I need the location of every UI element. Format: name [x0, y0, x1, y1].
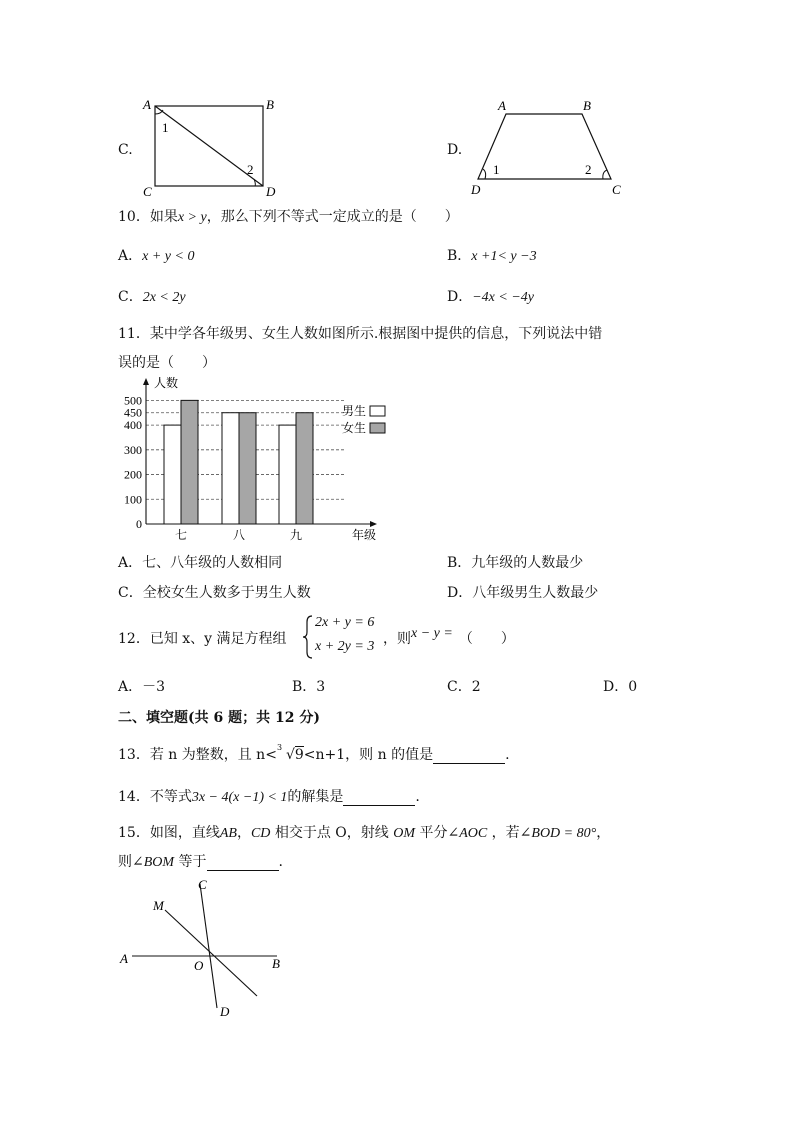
- q12-option-a-label: A．: [118, 679, 143, 695]
- q15-line2-a: 则: [118, 854, 132, 870]
- q9d-label-b: B: [583, 98, 591, 113]
- legend-swatch-女生: [370, 423, 385, 433]
- q11-stem-line2: 误的是（ ）: [118, 355, 216, 371]
- q9d-angle-1: 1: [493, 162, 500, 177]
- q9-figure-d: [465, 92, 630, 204]
- y-tick-label-100: 100: [124, 492, 142, 507]
- q10-option-c-expr: 2x < 2y: [142, 290, 186, 305]
- q9c-label-a: A: [143, 97, 151, 112]
- y-axis-label: 人数: [154, 376, 179, 390]
- q10-option-c-label: C．: [118, 289, 143, 305]
- q9-option-c-label: C.: [118, 142, 133, 158]
- q14-text-a: 14．不等式: [118, 789, 192, 805]
- q10-stem: [118, 206, 459, 226]
- q12-option-c[interactable]: [447, 676, 481, 696]
- q15-line1-c: 平分: [419, 825, 448, 841]
- q14-answer-blank[interactable]: [343, 791, 415, 806]
- q10-option-d-label: D．: [447, 289, 473, 305]
- bar-七-男生: [164, 425, 181, 524]
- q10-option-a-label: A．: [118, 248, 143, 264]
- bar-八-女生: [239, 413, 256, 524]
- q13-text-b: <n+1，则 n 的值是: [303, 747, 434, 763]
- q11-option-c[interactable]: [118, 582, 311, 602]
- y-tick-label-500: 500: [124, 393, 142, 408]
- q10-stem-b: ，那么下列不等式一定成立的是（ ）: [206, 209, 459, 225]
- q10-option-c[interactable]: [118, 286, 186, 306]
- q10-stem-a: 10．如果: [118, 209, 178, 225]
- x-tick-label-八: 八: [232, 528, 246, 542]
- q11-option-d[interactable]: [447, 582, 598, 602]
- q15-end: .: [278, 854, 283, 870]
- q9c-label-b: B: [266, 97, 274, 112]
- q15-line1: [118, 822, 610, 842]
- q12-option-b-label: B．: [292, 679, 317, 695]
- q10-option-b-expr: x +1< y −3: [471, 249, 537, 264]
- q9d-label-c: C: [612, 182, 621, 197]
- q15-line1-d: ，若: [491, 825, 520, 841]
- bar-八-男生: [222, 413, 239, 524]
- q9-option-d-label: D.: [447, 142, 463, 158]
- q15-answer-blank[interactable]: [207, 856, 279, 871]
- q13-end: .: [505, 747, 510, 763]
- q15-cd: CD: [250, 826, 271, 841]
- y-tick-label-200: 200: [124, 467, 142, 482]
- q15-label-m: M: [153, 898, 164, 913]
- q15-line2: [118, 851, 283, 871]
- q13-text-a: 13．若 n 为整数，且 n<: [118, 747, 277, 763]
- q15-om: OM: [393, 826, 416, 841]
- q12-option-d-text: 0: [628, 679, 638, 695]
- bar-七-女生: [181, 400, 198, 524]
- q11-option-a-label: A．: [118, 555, 143, 571]
- q13-cube-root: [276, 743, 304, 763]
- q15-line2-b: 等于: [178, 854, 207, 870]
- q12-option-a[interactable]: [118, 676, 165, 696]
- q12-stem-b-text: ，则: [383, 631, 411, 647]
- q15-ab: AB: [219, 826, 237, 841]
- q15-aoc: ∠AOC: [447, 826, 488, 841]
- q15-label-o: O: [194, 958, 204, 973]
- y-axis-arrow: [143, 378, 149, 385]
- q11-option-a-text: 七、八年级的人数相同: [142, 555, 283, 571]
- legend-label-男生: 男生: [341, 404, 366, 418]
- q11-option-d-text: 八年级男生人数最少: [472, 585, 599, 601]
- q11-option-b[interactable]: [447, 552, 583, 572]
- q9d-label-a: A: [498, 98, 506, 113]
- legend-swatch-男生: [370, 406, 385, 416]
- q15-bod: ∠BOD = 80°: [519, 826, 597, 841]
- q11-stem-line1: 11．某中学各年级男、女生人数如图所示.根据图中提供的信息，下列说法中错: [118, 326, 603, 342]
- q12-option-b-text: 3: [316, 679, 326, 695]
- q11-option-b-text: 九年级的人数最少: [471, 555, 584, 571]
- q10-option-a[interactable]: [118, 245, 194, 265]
- q13-root-arg: 9: [294, 747, 304, 763]
- x-axis-label: 年级: [352, 528, 377, 542]
- q15-ray-om: [165, 910, 257, 996]
- x-tick-label-七: 七: [174, 528, 188, 542]
- q13-answer-blank[interactable]: [433, 749, 505, 764]
- q12-equation-2: x + 2y = 3: [315, 639, 375, 654]
- q12-stem-c: （ ）: [458, 631, 515, 647]
- q12-option-a-text: －3: [142, 679, 166, 695]
- section-2-title: 二、填空题(共 6 题；共 12 分): [118, 710, 320, 726]
- y-tick-label-450: 450: [124, 405, 142, 420]
- q13-root-index: 3: [276, 743, 283, 752]
- q11-option-c-label: C．: [118, 585, 143, 601]
- q11-option-b-label: B．: [447, 555, 472, 571]
- q12-option-c-label: C．: [447, 679, 472, 695]
- q15-label-d: D: [220, 1004, 230, 1019]
- q12-option-c-text: 2: [471, 679, 481, 695]
- q9c-angle-1: 1: [162, 120, 169, 135]
- q9c-angle-2: 2: [247, 162, 254, 177]
- q9c-label-d: D: [266, 184, 276, 199]
- q12-equation-1: 2x + y = 6: [315, 615, 375, 630]
- x-axis-arrow: [370, 521, 377, 527]
- q15-label-c: C: [198, 877, 207, 892]
- q14-text-b: 的解集是: [287, 789, 344, 805]
- q11-bar-chart: [112, 374, 432, 546]
- y-tick-label-300: 300: [124, 442, 142, 457]
- q10-option-d-expr: −4x < −4y: [472, 290, 535, 305]
- q14-expr: 3x − 4(x −1) < 1: [191, 790, 288, 805]
- q11-option-c-text: 全校女生人数多于男生人数: [142, 585, 311, 601]
- q12-expr: x − y =: [411, 626, 453, 641]
- q15-line1-b: 相交于点 O，射线: [274, 825, 389, 841]
- q9-figure-c: [140, 92, 280, 204]
- y-tick-label-0: 0: [136, 517, 142, 531]
- q15-label-b: B: [272, 956, 280, 971]
- q12-option-d-label: D．: [603, 679, 629, 695]
- q11-option-a[interactable]: [118, 552, 282, 572]
- y-tick-label-400: 400: [124, 418, 142, 433]
- q15-line-cd: [200, 884, 217, 1008]
- q11-option-d-label: D．: [447, 585, 473, 601]
- q10-stem-math: x > y: [177, 210, 207, 225]
- bar-九-女生: [296, 413, 313, 524]
- q14-line: [118, 786, 420, 806]
- q12-brace: [302, 614, 314, 660]
- q10-option-d[interactable]: [447, 286, 534, 306]
- q12-option-d[interactable]: [603, 676, 637, 696]
- q14-end: .: [415, 789, 420, 805]
- q15-sep: ，: [236, 825, 251, 841]
- q9d-angle-2: 2: [585, 162, 592, 177]
- q9c-label-c: C: [143, 184, 152, 199]
- q9d-label-d: D: [471, 182, 481, 197]
- q15-line1-e: ，: [596, 825, 611, 841]
- q12-option-b[interactable]: [292, 676, 325, 696]
- x-tick-label-九: 九: [289, 528, 303, 542]
- q13-line: [118, 744, 510, 764]
- q15-figure: [112, 874, 302, 1024]
- q12-stem-b: [383, 628, 515, 648]
- q15-bom: ∠BOM: [132, 855, 175, 870]
- q15-line1-a: 15．如图，直线: [118, 825, 220, 841]
- bar-九-男生: [279, 425, 296, 524]
- q10-option-b-label: B．: [447, 248, 472, 264]
- legend-label-女生: 女生: [341, 421, 366, 435]
- q13-radical-sign: √: [285, 747, 295, 763]
- q12-stem-a: 12．已知 x、y 满足方程组: [118, 631, 287, 647]
- q10-option-a-expr: x + y < 0: [142, 249, 195, 264]
- q15-label-a: A: [120, 951, 128, 966]
- q10-option-b[interactable]: [447, 245, 537, 265]
